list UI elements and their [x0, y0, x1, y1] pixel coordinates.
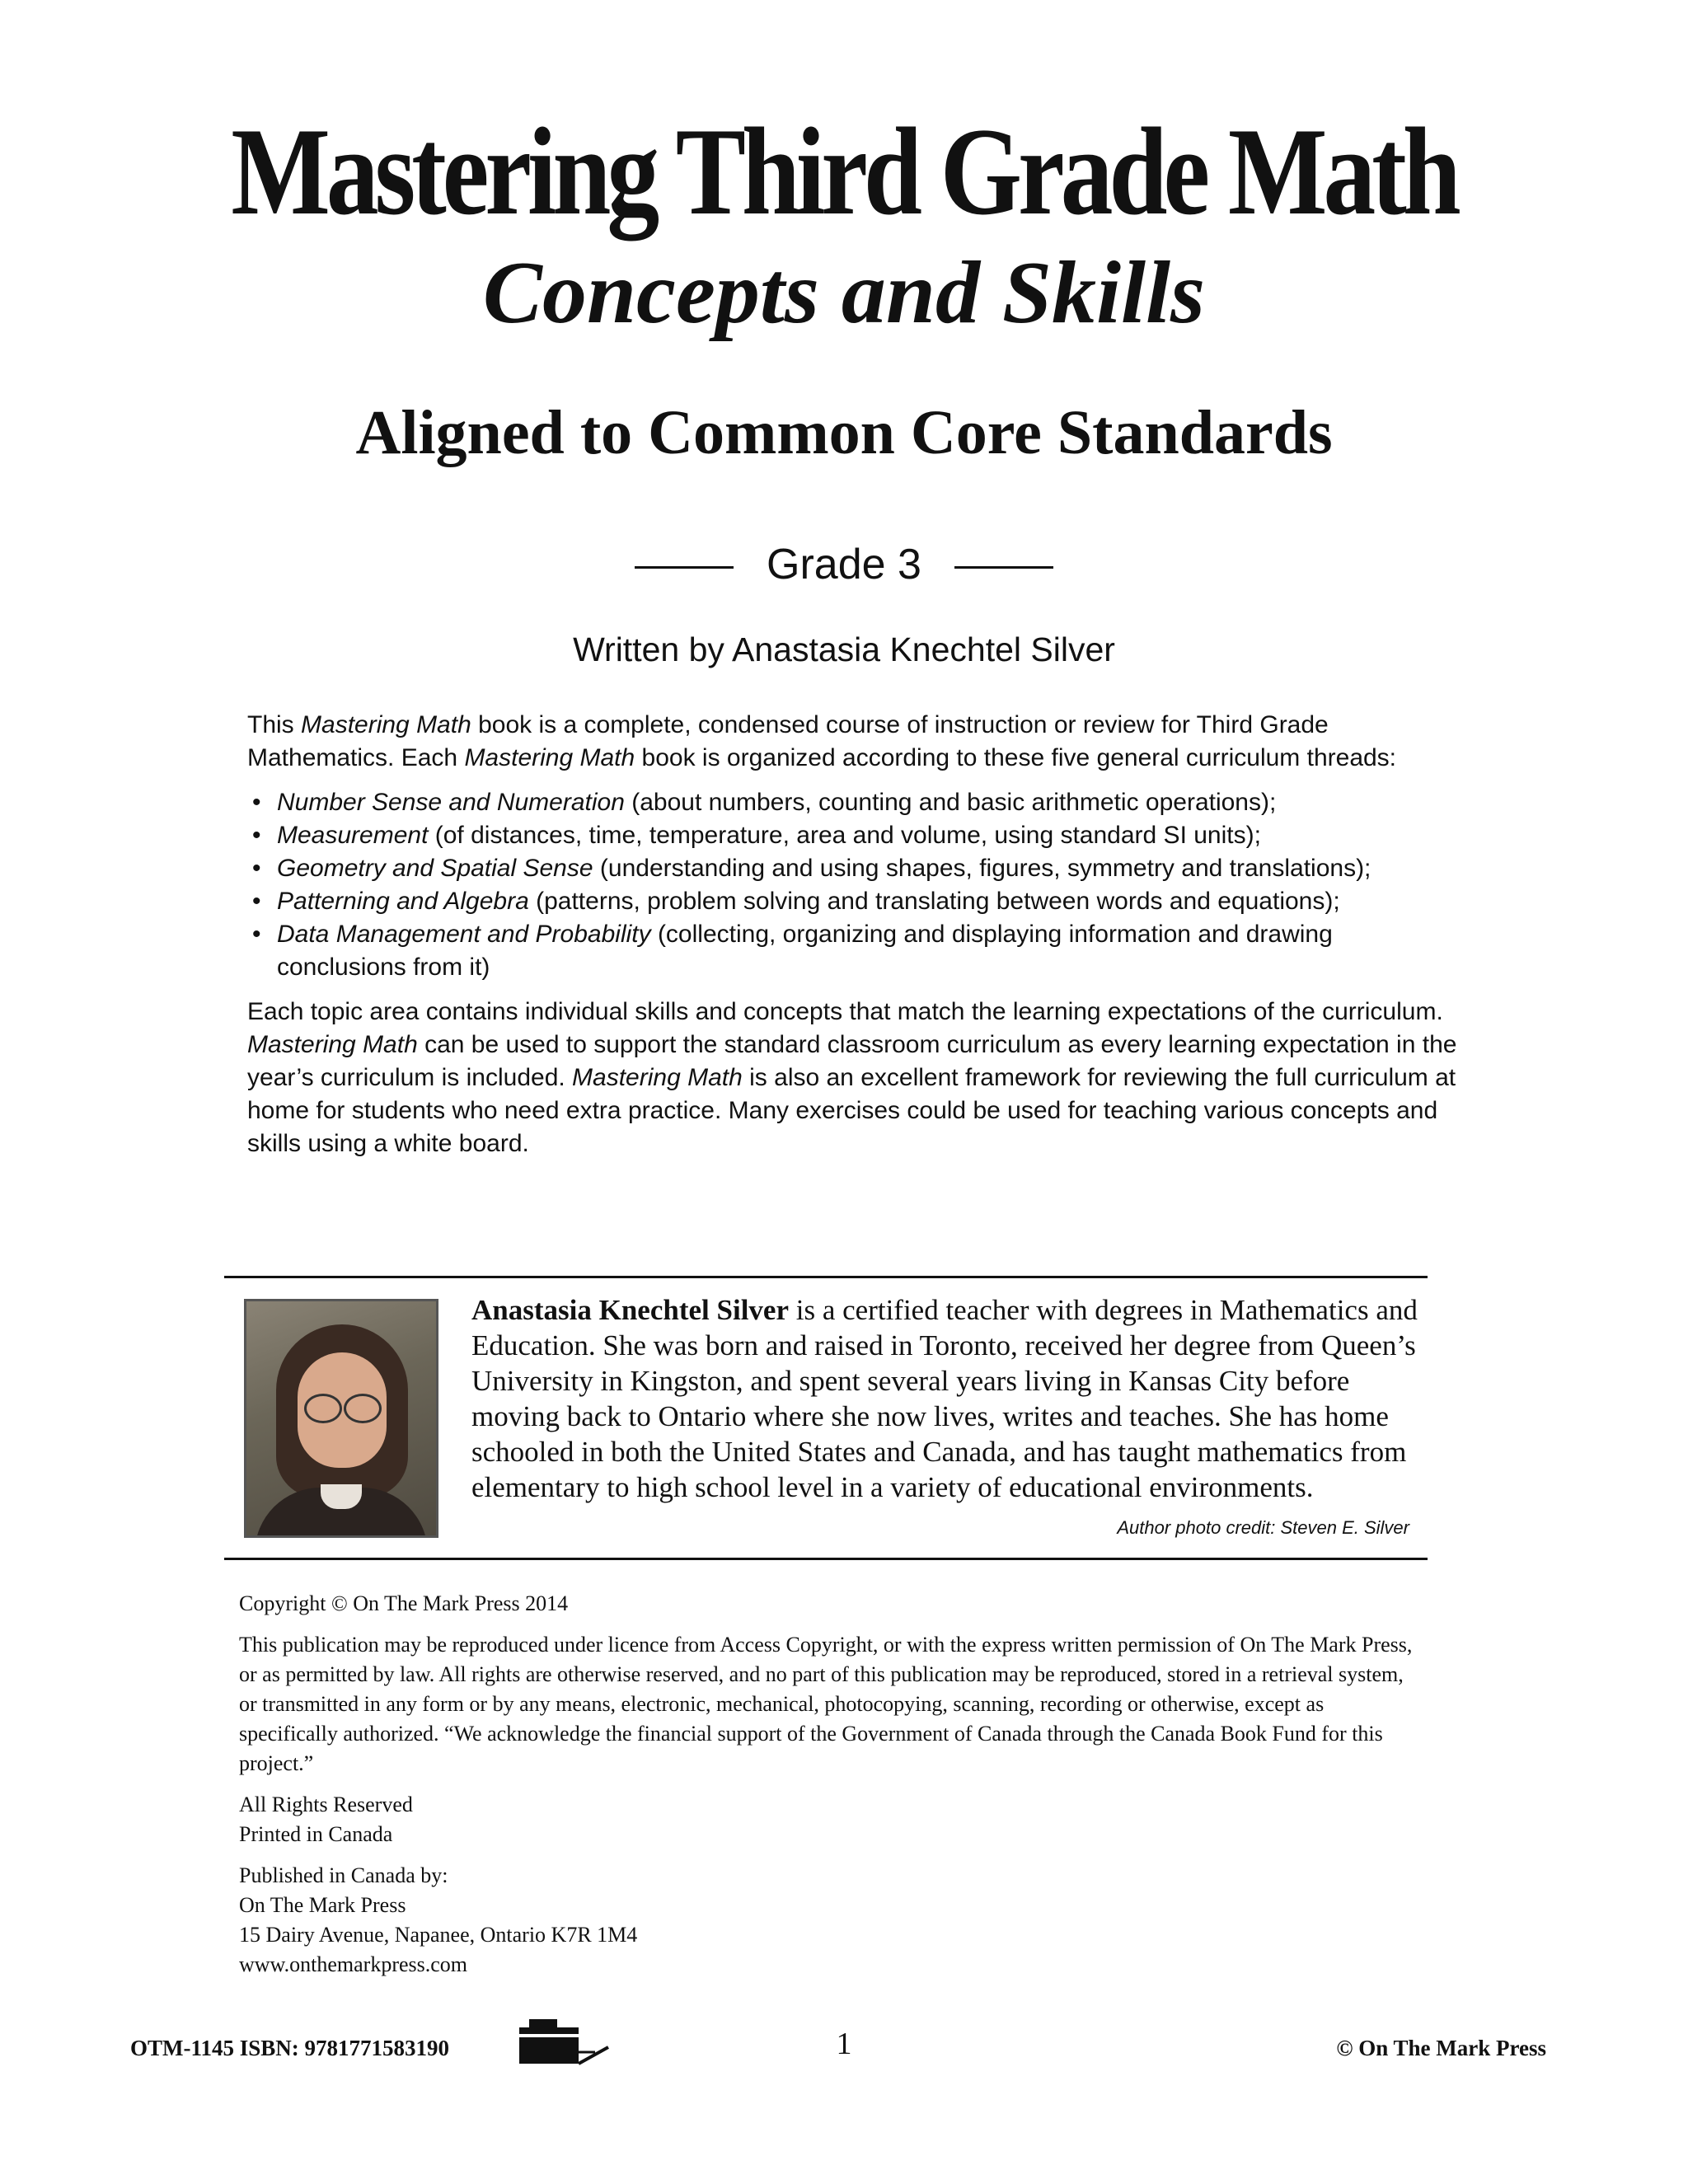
left-dash	[635, 566, 734, 569]
page-number: 1	[836, 2027, 852, 2061]
intro-paragraph-1: This Mastering Math book is a complete, condensed course of instruction or review for Third Grade Mathematics. Each Mastering Math book is organized according to these five general curriculum threads:	[247, 711, 1397, 771]
licence-text: This publication may be reproduced under licence from Access Copyright, or with the express written permission of On The Mark Press, or as permitted by law. All rights are otherwise reserved, and no part of this publication may be reproduced, stored in a retrieval system, or transmitted in any form or by any means, electronic, mechanical, photocopying, scanning, recording or otherwise, except as specifically authorized. “We acknowledge the financial support of the Government of Canada through the Canada Book Fund for this project.”	[239, 1633, 1413, 1775]
list-item: • Patterning and Algebra (patterns, problem solving and translating between words and equations);	[277, 885, 1459, 918]
divider-bottom	[224, 1558, 1428, 1560]
grade-line	[0, 536, 1688, 593]
author-bio: Anastasia Knechtel Silver is a certified teacher with degrees in Mathematics and Education. She was born and raised in Toronto, received her degree from Queen’s University in Kingston, and spent several years living in Kansas City before moving back to Ontario where she now lives, writes and teaches. She has home schooled in both the United States and Canada, and has taught mathematics from elementary to high school level in a variety of educational environments.	[471, 1294, 1418, 1503]
intro-text	[247, 709, 1459, 1172]
list-item: • Geometry and Spatial Sense (understanding and using shapes, figures, symmetry and translations);	[277, 852, 1459, 885]
rights-block: All Rights Reserved Printed in Canada	[239, 1793, 413, 1846]
isbn-code: OTM-1145 ISBN: 9781771583190	[130, 2036, 450, 2060]
copyright-block	[239, 1589, 1426, 1991]
page-subtitle: Concepts and Skills	[482, 244, 1206, 342]
intro-paragraph-2: Each topic area contains individual skills and concepts that match the learning expectations of the curriculum. Mastering Math can be used to support the standard classroom curriculum as every learning expectation in the year’s curriculum is included. Mastering Math is also an excellent framework for reviewing the full curriculum at home for students who need extra practice. Many exercises could be used for teaching various concepts and skills using a white board.	[247, 998, 1457, 1157]
list-item: • Data Management and Probability (collecting, organizing and displaying information and drawing conclusions from it)	[277, 918, 1459, 984]
curriculum-threads-list	[247, 786, 1459, 984]
page-title: Mastering Third Grade Math	[231, 102, 1457, 241]
author-photo	[244, 1299, 438, 1538]
copyright-line: Copyright © On The Mark Press 2014	[239, 1591, 569, 1615]
publisher-website[interactable]: www.onthemarkpress.com	[239, 1952, 468, 1976]
publisher-block: Published in Canada by: On The Mark Press 15 Dairy Avenue, Napanee, Ontario K7R 1M4 www.onthemarkpress.com	[239, 1863, 638, 1976]
grade-label: Grade 3	[767, 541, 921, 588]
list-item: • Measurement (of distances, time, temperature, area and volume, using standard SI units);	[277, 819, 1459, 852]
author-name: Anastasia Knechtel Silver	[471, 1294, 789, 1326]
list-item: • Number Sense and Numeration (about numbers, counting and basic arithmetic operations);	[277, 786, 1459, 819]
right-dash	[954, 566, 1053, 569]
photo-credit: Author photo credit: Steven E. Silver	[1117, 1517, 1409, 1538]
standards-heading: Aligned to Common Core Standards	[355, 398, 1333, 467]
author-byline: Written by Anastasia Knechtel Silver	[573, 630, 1115, 668]
publisher-mark: © On The Mark Press	[1336, 2036, 1546, 2060]
divider-top	[224, 1276, 1428, 1278]
